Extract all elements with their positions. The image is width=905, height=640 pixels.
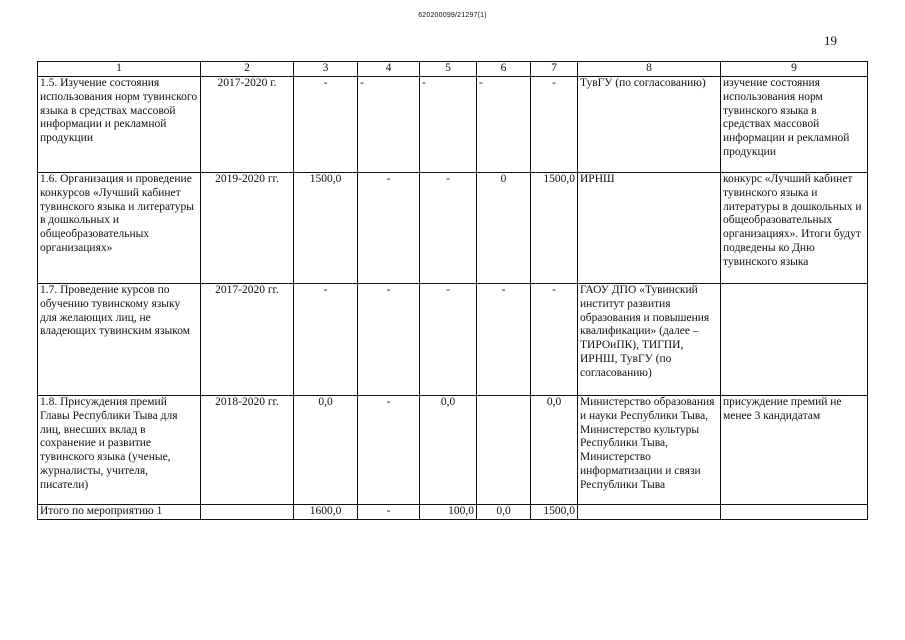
executor-cell: ИРНШ: [578, 173, 721, 284]
activity-cell: 1.8. Присуждения премий Главы Республики Тыва для лиц, внесших вклад в сохранение и развитие тувинского языка (ученые, журналисты, учителя, писатели): [38, 396, 201, 505]
total-cell: -: [358, 505, 420, 520]
column-header: 5: [420, 62, 477, 77]
value-cell: -: [358, 77, 420, 173]
result-cell: конкурс «Лучший кабинет тувинского языка и литературы в дошкольных и общеобразовательных организациях». Итоги будут подведены ко Дню тувинского языка: [721, 173, 868, 284]
executor-cell: ТувГУ (по согласованию): [578, 77, 721, 173]
column-header: 2: [201, 62, 294, 77]
value-cell: 0: [477, 173, 531, 284]
column-header: 1: [38, 62, 201, 77]
value-cell: [477, 396, 531, 505]
total-cell: 1500,0: [531, 505, 578, 520]
period-cell: 2017-2020 г.: [201, 77, 294, 173]
column-header: 9: [721, 62, 868, 77]
period-cell: 2019-2020 гг.: [201, 173, 294, 284]
table-row: [38, 173, 868, 284]
column-header: 8: [578, 62, 721, 77]
result-cell: присуждение премий не менее 3 кандидатам: [721, 396, 868, 505]
value-cell: 1500,0: [294, 173, 358, 284]
period-cell: 2018-2020 гг.: [201, 396, 294, 505]
total-cell: 100,0: [420, 505, 477, 520]
value-cell: -: [477, 284, 531, 396]
value-cell: 1500,0: [531, 173, 578, 284]
total-cell: [721, 505, 868, 520]
activity-cell: 1.7. Проведение курсов по обучению тувинскому языку для желающих лиц, не владеющих тувинским языком: [38, 284, 201, 396]
activities-table: [37, 61, 868, 520]
executor-cell: Министерство образования и науки Республики Тыва, Министерство культуры Республики Тыва, Министерство информатизации и связи Республики Тыва: [578, 396, 721, 505]
period-cell: 2017-2020 гг.: [201, 284, 294, 396]
value-cell: 0,0: [531, 396, 578, 505]
value-cell: -: [420, 77, 477, 173]
column-header: 3: [294, 62, 358, 77]
result-cell: [721, 284, 868, 396]
value-cell: -: [294, 77, 358, 173]
total-cell: [201, 505, 294, 520]
total-label: Итого по мероприятию 1: [38, 505, 201, 520]
executor-cell: ГАОУ ДПО «Тувинский институт развития образования и повышения квалификации» (далее – ТИРОиПК), ТИГПИ, ИРНШ, ТувГУ (по согласованию): [578, 284, 721, 396]
table-row: [38, 396, 868, 505]
activity-cell: 1.6. Организация и проведение конкурсов «Лучший кабинет тувинского языка и литературы в дошкольных и общеобразовательных организациях»: [38, 173, 201, 284]
column-header: 7: [531, 62, 578, 77]
value-cell: -: [531, 77, 578, 173]
table-row: [38, 284, 868, 396]
value-cell: -: [420, 173, 477, 284]
column-header: 6: [477, 62, 531, 77]
value-cell: -: [477, 77, 531, 173]
value-cell: -: [358, 396, 420, 505]
document-id: 620200099/21297(1): [418, 12, 487, 19]
value-cell: 0,0: [420, 396, 477, 505]
column-header: 4: [358, 62, 420, 77]
total-cell: 1600,0: [294, 505, 358, 520]
table-row: [38, 77, 868, 173]
result-cell: изучение состояния использования норм тувинского языка в средствах массовой информации и рекламной продукции: [721, 77, 868, 173]
total-row: [38, 505, 868, 520]
value-cell: 0,0: [294, 396, 358, 505]
value-cell: -: [531, 284, 578, 396]
total-cell: [578, 505, 721, 520]
total-cell: 0,0: [477, 505, 531, 520]
value-cell: -: [294, 284, 358, 396]
activity-cell: 1.5. Изучение состояния использования норм тувинского языка в средствах массовой информации и рекламной продукции: [38, 77, 201, 173]
value-cell: -: [358, 284, 420, 396]
header-row: [38, 62, 868, 77]
page-number: 19: [824, 33, 837, 48]
value-cell: -: [358, 173, 420, 284]
value-cell: -: [420, 284, 477, 396]
